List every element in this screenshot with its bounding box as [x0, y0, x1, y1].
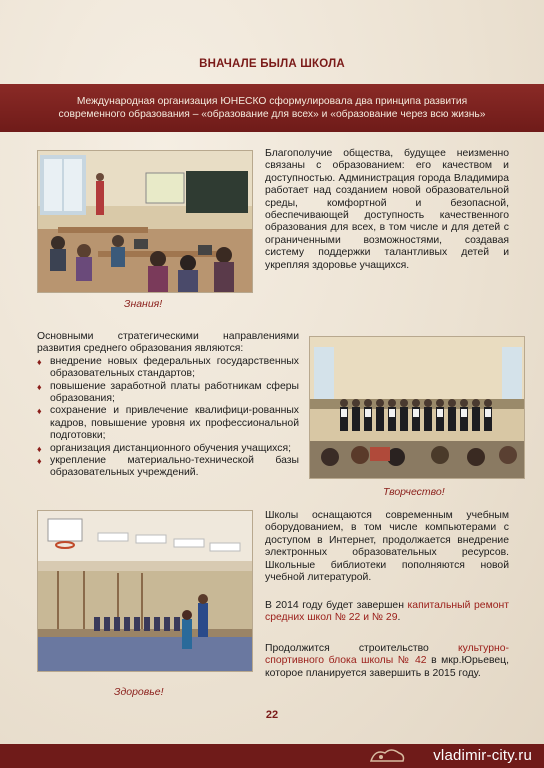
site-link[interactable]: vladimir-city.ru: [433, 747, 532, 764]
stage-photo: [309, 336, 525, 479]
city-emblem-icon: [365, 745, 409, 767]
classroom-photo: [37, 150, 253, 293]
bullet-icon: ♦: [37, 356, 42, 367]
list-item: ♦ сохранение и привлечение квалифици-рованных кадров, повышение уровня их профессиональной подготовки;: [37, 405, 299, 442]
gym-photo: [37, 510, 253, 672]
stage-caption: Творчество!: [383, 486, 445, 498]
paragraph-construction-text: Продолжится строительство культурно-спортивного блока школы № 42 в мкр.Юрьевец, которое планируется завершить в 2015 году.: [265, 643, 509, 679]
paragraph-wellbeing-text: Благополучие общества, будущее неизменно связаны с образованием: его качеством и доступностью. Администрация города Владимира работает над созданием новой образовательной среды, комфортной и безопасной, обеспечивающей доступность качественного образования для всех, в том числе и для детей с ограниченными возможностями, создавая систему поддержки талантливых детей и укрепляя здоровье учащихся.: [265, 148, 509, 271]
bullet-icon: ♦: [37, 406, 42, 417]
list-item: ♦ организация дистанционного обучения учащихся;: [37, 442, 291, 454]
paragraph-renovation: [265, 600, 509, 625]
page-title: ВНАЧАЛЕ БЫЛА ШКОЛА: [199, 58, 345, 70]
gym-caption: Здоровье!: [114, 686, 164, 698]
list-item: ♦ повышение заработной платы работникам сферы образования;: [37, 380, 299, 405]
paragraph-equipment: [265, 510, 509, 584]
list-item: ♦ внедрение новых федеральных государственных образовательных стандартов;: [37, 355, 299, 380]
paragraph-wellbeing: [265, 148, 509, 272]
construction-highlight: культурно-спортивного блока школы № 42: [265, 643, 509, 667]
intro-banner: [0, 84, 544, 132]
bullet-icon: ♦: [37, 443, 42, 454]
paragraph-equipment-text: Школы оснащаются современным учебным оборудованием, в том числе компьютерами с доступом в Интернет, продолжается внедрение электронных образовательных ресурсов. Школьные библиотеки пополняются новой учебной литературой.: [265, 510, 509, 584]
classroom-caption: Знания!: [124, 298, 163, 310]
directions-intro: Основными стратегическими направлениями развития среднего образования являются:: [37, 331, 299, 355]
paragraph-construction: [265, 643, 509, 680]
list-item: ♦ укрепление материально-технической базы образовательных учреждений.: [37, 455, 299, 479]
directions-list: [37, 356, 299, 480]
bullet-icon: ♦: [37, 456, 42, 467]
renovation-highlight: капитальный ремонт средних школ № 22 и № 29: [265, 600, 509, 624]
bullet-icon: ♦: [37, 381, 42, 392]
paragraph-renovation-text: В 2014 году будет завершен капитальный ремонт средних школ № 22 и № 29.: [265, 600, 509, 624]
intro-text: Международная организация ЮНЕСКО сформулировала два принципа развития современного образования – «образование для всех» и «образование через всю жизнь»: [58, 96, 486, 120]
page-number: 22: [265, 709, 279, 721]
directions-block: [37, 331, 299, 480]
